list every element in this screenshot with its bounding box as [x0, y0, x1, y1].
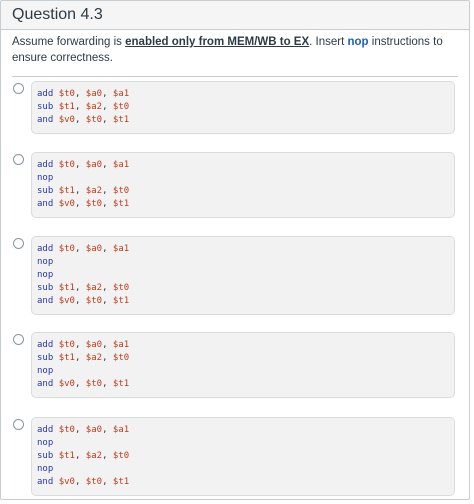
code-register: $t1 — [58, 186, 75, 196]
question-prompt — [1, 30, 469, 70]
code-opcode: add — [37, 425, 54, 435]
code-opcode: nop — [37, 173, 54, 183]
code-register: $a1 — [112, 244, 130, 254]
code-opcode: sub — [37, 283, 54, 293]
code-opcode: nop — [37, 270, 54, 280]
code-register: $t1 — [112, 199, 130, 209]
code-register: $v0 — [58, 199, 75, 209]
code-register: $a2 — [85, 186, 103, 196]
code-register: $t1 — [112, 477, 130, 487]
code-register: $t0 — [112, 186, 130, 196]
code-line — [37, 269, 454, 282]
code-register: $a0 — [85, 160, 103, 170]
code-opcode: and — [37, 296, 54, 306]
code-register: $v0 — [58, 477, 75, 487]
code-register: $t0 — [85, 296, 103, 306]
code-register: $t0 — [85, 379, 103, 389]
prompt-text-before: Assume forwarding is — [12, 36, 126, 48]
code-opcode: nop — [37, 257, 54, 267]
code-line: add $t0, $a0, $a1 — [37, 244, 130, 254]
code-opcode: nop — [37, 438, 54, 448]
answer-radio[interactable] — [13, 334, 24, 345]
code-register: $t1 — [58, 283, 75, 293]
code-register: $t1 — [112, 379, 130, 389]
code-line: and $v0, $t0, $t1 — [37, 296, 130, 306]
code-register: $t0 — [85, 115, 103, 125]
code-line: add $t0, $a0, $a1 — [37, 340, 130, 350]
answer-radio[interactable] — [13, 154, 24, 165]
code-register: $t0 — [58, 160, 75, 170]
code-register: $a1 — [112, 89, 130, 99]
code-register: $t0 — [58, 340, 75, 350]
answer-radio[interactable] — [13, 238, 24, 249]
answer-radio[interactable] — [13, 83, 24, 94]
code-opcode: and — [37, 477, 54, 487]
code-line: sub $t1, $a2, $t0 — [37, 102, 130, 112]
code-register: $a0 — [85, 340, 103, 350]
code-register: $a2 — [85, 102, 103, 112]
code-opcode: sub — [37, 353, 54, 363]
prompt-text-middle: . Insert — [309, 36, 348, 48]
answer-radio[interactable] — [13, 419, 24, 430]
code-line: and $v0, $t0, $t1 — [37, 115, 130, 125]
prompt-keyword: nop — [347, 36, 369, 48]
code-register: $t1 — [112, 115, 130, 125]
code-opcode: and — [37, 199, 54, 209]
code-register: $a1 — [112, 340, 130, 350]
prompt-emphasis: enabled only from MEM/WB to EX — [125, 36, 310, 48]
prompt-text-after: instructions to ensure correctness. — [12, 36, 443, 64]
answer-code-block[interactable] — [31, 332, 455, 398]
code-line: add $t0, $a0, $a1 — [37, 425, 130, 435]
code-opcode: add — [37, 340, 54, 350]
code-register: $t0 — [112, 102, 130, 112]
code-register: $t1 — [112, 296, 130, 306]
code-opcode: sub — [37, 102, 54, 112]
code-line: sub $t1, $a2, $t0 — [37, 283, 130, 293]
code-opcode: and — [37, 379, 54, 389]
code-opcode: add — [37, 244, 54, 254]
code-line: and $v0, $t0, $t1 — [37, 379, 130, 389]
code-register: $v0 — [58, 296, 75, 306]
code-register: $t0 — [85, 477, 103, 487]
code-register: $t0 — [85, 199, 103, 209]
code-register: $t0 — [112, 451, 130, 461]
code-line: and $v0, $t0, $t1 — [37, 477, 130, 487]
code-register: $t0 — [58, 244, 75, 254]
code-line — [37, 463, 454, 476]
code-register: $a0 — [85, 244, 103, 254]
code-line: and $v0, $t0, $t1 — [37, 199, 130, 209]
code-register: $v0 — [58, 379, 75, 389]
code-line — [37, 256, 454, 269]
code-register: $a0 — [85, 89, 103, 99]
code-opcode: add — [37, 89, 54, 99]
code-register: $a1 — [112, 160, 130, 170]
code-register: $a0 — [85, 425, 103, 435]
code-register: $t0 — [112, 353, 130, 363]
code-line: sub $t1, $a2, $t0 — [37, 186, 130, 196]
code-register: $t1 — [58, 102, 75, 112]
code-register: $t0 — [58, 89, 75, 99]
question-header — [1, 1, 469, 30]
code-line — [37, 172, 454, 185]
code-opcode: add — [37, 160, 54, 170]
code-line: add $t0, $a0, $a1 — [37, 89, 130, 99]
code-line: add $t0, $a0, $a1 — [37, 160, 130, 170]
code-opcode: sub — [37, 451, 54, 461]
code-opcode: nop — [37, 366, 54, 376]
answer-code-block[interactable] — [31, 152, 455, 218]
code-line — [37, 437, 454, 450]
code-register: $a2 — [85, 283, 103, 293]
code-register: $v0 — [58, 115, 75, 125]
code-register: $a2 — [85, 353, 103, 363]
divider — [12, 76, 458, 77]
code-register: $a2 — [85, 451, 103, 461]
answer-code-block[interactable] — [31, 81, 455, 134]
code-line — [37, 365, 454, 378]
answer-code-block[interactable] — [31, 236, 455, 315]
code-register: $a1 — [112, 425, 130, 435]
code-register: $t0 — [112, 283, 130, 293]
code-opcode: sub — [37, 186, 54, 196]
code-register: $t0 — [58, 425, 75, 435]
code-opcode: nop — [37, 464, 54, 474]
code-register: $t1 — [58, 451, 75, 461]
question-title: Question 4.3 — [12, 6, 103, 23]
code-register: $t1 — [58, 353, 75, 363]
answer-code-block[interactable] — [31, 417, 455, 496]
code-line: sub $t1, $a2, $t0 — [37, 353, 130, 363]
code-opcode: and — [37, 115, 54, 125]
code-line: sub $t1, $a2, $t0 — [37, 451, 130, 461]
